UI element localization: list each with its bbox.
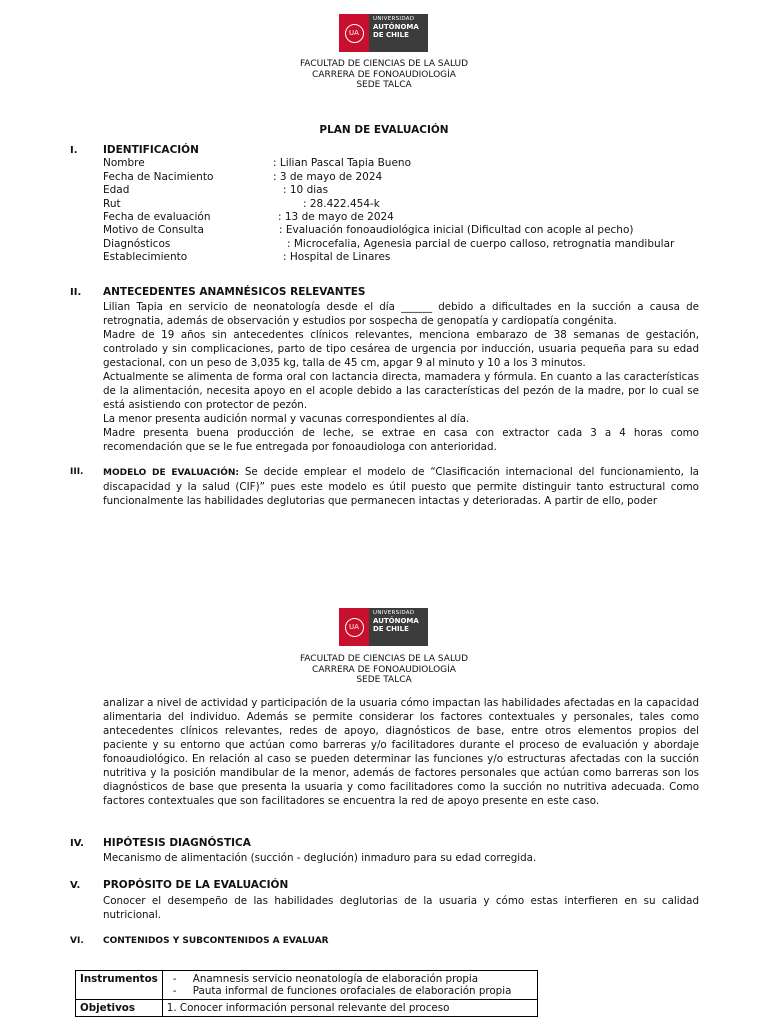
section-title: ANTECEDENTES ANAMNÉSICOS RELEVANTES [103,286,366,298]
section-number: VI. [70,936,84,946]
ident-row: Diagnósticos : Microcefalia, Agenesia parcial de cuerpo calloso, retrognatia mandibular [103,238,675,250]
table-cell [162,971,537,1000]
ident-row: Fecha de Nacimiento : 3 de mayo de 2024 [103,171,383,183]
ident-row: Edad : 10 dias [103,184,329,196]
document-page-2 [0,590,768,1024]
table-row [76,1000,538,1017]
section-number: IV. [70,838,84,849]
section-title: CONTENIDOS Y SUBCONTENIDOS A EVALUAR [103,936,329,946]
table-header-cell: Objetivos [76,1000,163,1017]
section-number: V. [70,880,81,891]
antecedentes-text: Lilian Tapia en servicio de neonatología desde el día ______ debido a dificultades en la succión a causa de retrognatia, además de observación y estudios por sospecha de genopatía y cardiopatía congénita. Madre de 19 años sin antecedentes clínicos relevantes, menciona embarazo de 38 semanas de gestación, controlado y sin complicaciones, parto de tipo cesárea de urgencia por inducción, usuaria pequeña para su edad gestacional, con un peso de 3,035 kg, talla de 45 cm, apgar 9 al minuto y 10 a los 3 minutos. Actualmente se alimenta de forma oral con lactancia directa, mamadera y fórmula. En cuanto a las características de la alimentación, necesita apoyo en el acople debido a las características del pezón de la madre, por lo cual se está asistiendo con protector de pezón. La menor presenta audición normal y vacunas correspondientes al día. Madre presenta buena producción de leche, se extrae en casa con extractor cada 3 a 4 horas como recomendación que se le fue entregada por fonoaudiologa con anterioridad. [103,301,699,453]
section-title: IDENTIFICACIÓN [103,144,199,156]
list-item: - Anamnesis servicio neonatología de elaboración propia [167,973,533,985]
table-row [76,971,538,1000]
hipotesis-text: Mecanismo de alimentación (succión - deglución) inmaduro para su edad corregida. [103,852,537,864]
table-header-cell: Instrumentos [76,971,163,1000]
proposito-text: Conocer el desempeño de las habilidades deglutorias de la usuaria y cómo estas interfieren en su calidad nutricional. [103,895,699,921]
university-logo: UA UNIVERSIDAD AUTÓNOMA DE CHILE [339,608,428,646]
university-logo: UA UNIVERSIDAD AUTÓNOMA DE CHILE [339,14,428,52]
section-number: II. [70,287,82,298]
faculty-header: FACULTAD DE CIENCIAS DE LA SALUD CARRERA DE FONOAUDIOLOGÍA SEDE TALCA [299,654,469,685]
contents-table [75,970,538,1017]
ident-row: Motivo de Consulta : Evaluación fonoaudiológica inicial (Dificultad con acople al pecho) [103,224,634,236]
list-item: - Pauta informal de funciones orofaciales de elaboración propia [167,985,533,997]
section-number: III. [70,467,84,477]
faculty-header: FACULTAD DE CIENCIAS DE LA SALUD CARRERA DE FONOAUDIOLOGÍA SEDE TALCA [299,59,469,90]
section-number: I. [70,145,78,156]
document-title: PLAN DE EVALUACIÓN [319,124,449,136]
ident-row: Nombre : Lilian Pascal Tapia Bueno [103,157,411,169]
section-title: HIPÓTESIS DIAGNÓSTICA [103,837,251,849]
ident-row: Rut : 28.422.454-k [103,198,380,210]
table-cell: 1. Conocer información personal relevante del proceso [162,1000,537,1017]
modelo-text: MODELO DE EVALUACIÓN: Se decide emplear el modelo de “Clasificación internacional del funcionamiento, la discapacidad y la salud (CIF)” pues este modelo es útil puesto que permite distinguir tanto estructural como funcionalmente las habilidades deglutorias que permanecen intactas y deterioradas. A partir de ello, poder [103,466,699,507]
modelo-text-continued: analizar a nivel de actividad y participación de la usuaria cómo impactan las habilidades afectadas en la capacidad alimentaria del individuo. Además se permite considerar los factores contextuales y personales, tales como antecedentes clínicos relevantes, redes de apoyo, diagnósticos de base, entre otros elementos propios del paciente y su entorno que actúan como barreras y/o facilitadores durante el proceso de evaluación y abordaje fonoaudiológico. En relación al caso se pueden determinar las funciones y/o estructuras afectadas con la succión nutritiva y la posición mandibular de la menor, además de factores personales que actúan como barreras son los diagnósticos de base que presenta la usuaria y como facilitadores como la succión no nutritiva adecuada. Como factores contextuales que son facilitadores se encuentra la red de apoyo presente en este caso. [103,697,699,807]
section-title: PROPÓSITO DE LA EVALUACIÓN [103,879,289,891]
ident-row: Fecha de evaluación : 13 de mayo de 2024 [103,211,394,223]
ident-row: Establecimiento : Hospital de Linares [103,251,391,263]
